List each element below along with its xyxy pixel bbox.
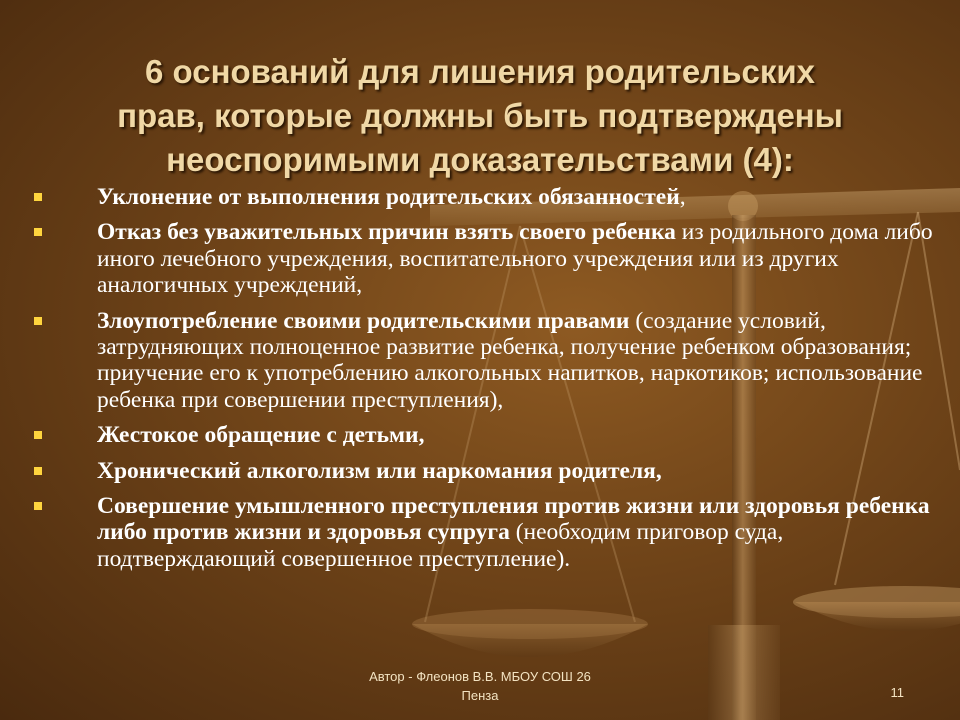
list-item-bold-text: Совершение умышленного преступления против жизни или здоровья ребенка либо против жизни и здоровья супруга [97, 493, 930, 546]
list-item [34, 458, 934, 484]
list-item [34, 422, 934, 448]
author-footer [300, 667, 660, 705]
list-item-bold-text: Уклонение от выполнения родительских обязанностей [97, 184, 680, 210]
list-item-bold-text: Отказ без уважительных причин взять своего ребенка [97, 219, 676, 246]
slide-title-line-3: неоспоримыми доказательствами (4): [166, 141, 794, 179]
square-bullet-icon [34, 317, 42, 325]
grounds-list [34, 184, 934, 581]
square-bullet-icon [34, 467, 42, 475]
list-item-text: (необходим приговор суда, подтверждающий совершенное преступление). [97, 519, 784, 572]
list-item-bold-text: Жестокое обращение с детьми, [97, 422, 425, 449]
list-item-bold-text: Хронический алкоголизм или наркомания родителя, [97, 457, 662, 484]
list-item-text: из родильного дома либо иного лечебного учреждения, воспитательного учреждения или из других аналогичных учреждений, [97, 219, 933, 299]
page-number: 11 [890, 685, 904, 700]
list-item-text: , [679, 184, 686, 210]
square-bullet-icon [34, 228, 42, 236]
slide-title-line-2: прав, которые должны быть подтверждены [117, 97, 843, 135]
square-bullet-icon [34, 431, 42, 439]
list-item [34, 219, 934, 298]
slide-title-line-1: 6 оснований для лишения родительских [144, 53, 816, 91]
slide-title [40, 50, 920, 182]
author-line: Автор - Флеонов В.В. МБОУ СОШ 26 [369, 669, 591, 684]
square-bullet-icon [34, 193, 42, 201]
list-item [34, 184, 934, 210]
square-bullet-icon [34, 502, 42, 510]
list-item [34, 493, 934, 572]
list-item-bold-text: Злоупотребление своими родительскими правами [97, 307, 630, 334]
list-item-text: (создание условий, затрудняющих полноценное развитие ребенка, получение ребенком образования; приучение его к употреблению алкогольных напитков, наркотиков; использование ребенка при совершении преступления), [97, 307, 923, 413]
city-line: Пенза [461, 688, 499, 703]
list-item [34, 308, 934, 414]
